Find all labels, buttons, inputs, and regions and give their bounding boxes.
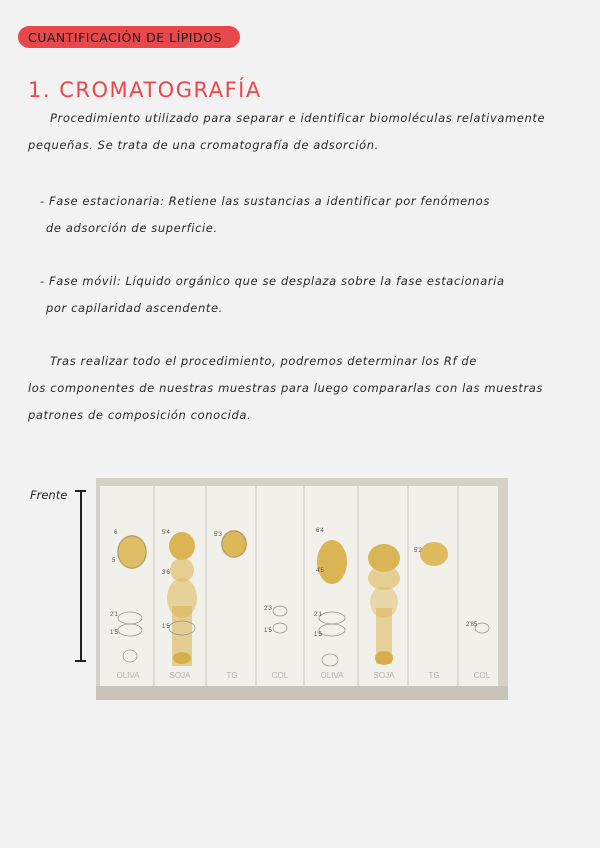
annot-6: 3'6 bbox=[162, 570, 170, 576]
front-tick-bottom bbox=[75, 660, 86, 662]
bullet-stationary-phase bbox=[40, 188, 570, 242]
lane-label-6: SOJA bbox=[373, 671, 395, 680]
annot-1: 6 bbox=[114, 530, 118, 536]
intro-line-1: Procedimiento utilizado para separar e identificar biomoléculas relativamente bbox=[50, 111, 546, 125]
intro-line-2: pequeñas. Se trata de una cromatografía de adsorción. bbox=[28, 138, 379, 152]
conclusion-line-2: los componentes de nuestras muestras para luego compararlas con las muestras bbox=[28, 381, 544, 395]
annot-5: 5'4 bbox=[162, 530, 170, 536]
annot-10: 1'5 bbox=[264, 628, 272, 634]
lane-label-7: TG bbox=[428, 671, 440, 680]
section-banner bbox=[18, 26, 240, 48]
annot-8: 5'3 bbox=[214, 532, 222, 538]
lane-label-1: OLIVA bbox=[116, 671, 140, 680]
solvent-front-arrow bbox=[80, 490, 82, 662]
annot-9: 2'3 bbox=[264, 606, 272, 612]
frente-label: Frente bbox=[30, 488, 68, 502]
annot-14: 1'5 bbox=[314, 632, 322, 638]
conclusion-paragraph bbox=[28, 348, 584, 429]
bullet-2-line-1: - Fase móvil: Líquido orgánico que se desplaza sobre la fase estacionaria bbox=[40, 274, 505, 288]
annot-3: 2'1 bbox=[110, 612, 118, 618]
intro-paragraph bbox=[28, 105, 584, 159]
lane-label-8: COL bbox=[473, 671, 491, 680]
annot-11: 6'4 bbox=[316, 528, 324, 534]
bullet-1-line-2: de adsorción de superficie. bbox=[46, 221, 218, 235]
lane-label-4: COL bbox=[271, 671, 289, 680]
lane-tg-1 bbox=[221, 530, 247, 558]
annot-2: 5 bbox=[112, 558, 116, 564]
lane-label-2: SOJA bbox=[169, 671, 191, 680]
lane-tg-2 bbox=[420, 542, 448, 566]
banner-title: CUANTIFICACIÓN DE LÍPIDOS bbox=[28, 29, 222, 45]
annot-7: 1'5 bbox=[162, 624, 170, 630]
bullet-2-line-2: por capilaridad ascendente. bbox=[46, 301, 223, 315]
annot-15: 5'2 bbox=[414, 548, 422, 554]
section-heading: 1. CROMATOGRAFÍA bbox=[28, 78, 262, 102]
annot-4: 1'5 bbox=[110, 630, 118, 636]
annot-13: 2'1 bbox=[314, 612, 322, 618]
annot-12: 4'5 bbox=[316, 568, 324, 574]
bullet-1-line-1: - Fase estacionaria: Retiene las sustancias a identificar por fenómenos bbox=[40, 194, 490, 208]
tlc-plate-image bbox=[96, 478, 508, 700]
tlc-plate bbox=[100, 486, 498, 686]
front-tick-top bbox=[75, 490, 86, 492]
bullet-mobile-phase bbox=[40, 268, 570, 322]
chromatography-photo bbox=[96, 478, 508, 700]
conclusion-line-3: patrones de composición conocida. bbox=[28, 408, 252, 422]
annot-16: 2'85 bbox=[466, 622, 478, 628]
lane-label-3: TG bbox=[226, 671, 238, 680]
lane-label-5: OLIVA bbox=[320, 671, 344, 680]
conclusion-line-1: Tras realizar todo el procedimiento, podremos determinar los Rf de bbox=[50, 354, 477, 368]
